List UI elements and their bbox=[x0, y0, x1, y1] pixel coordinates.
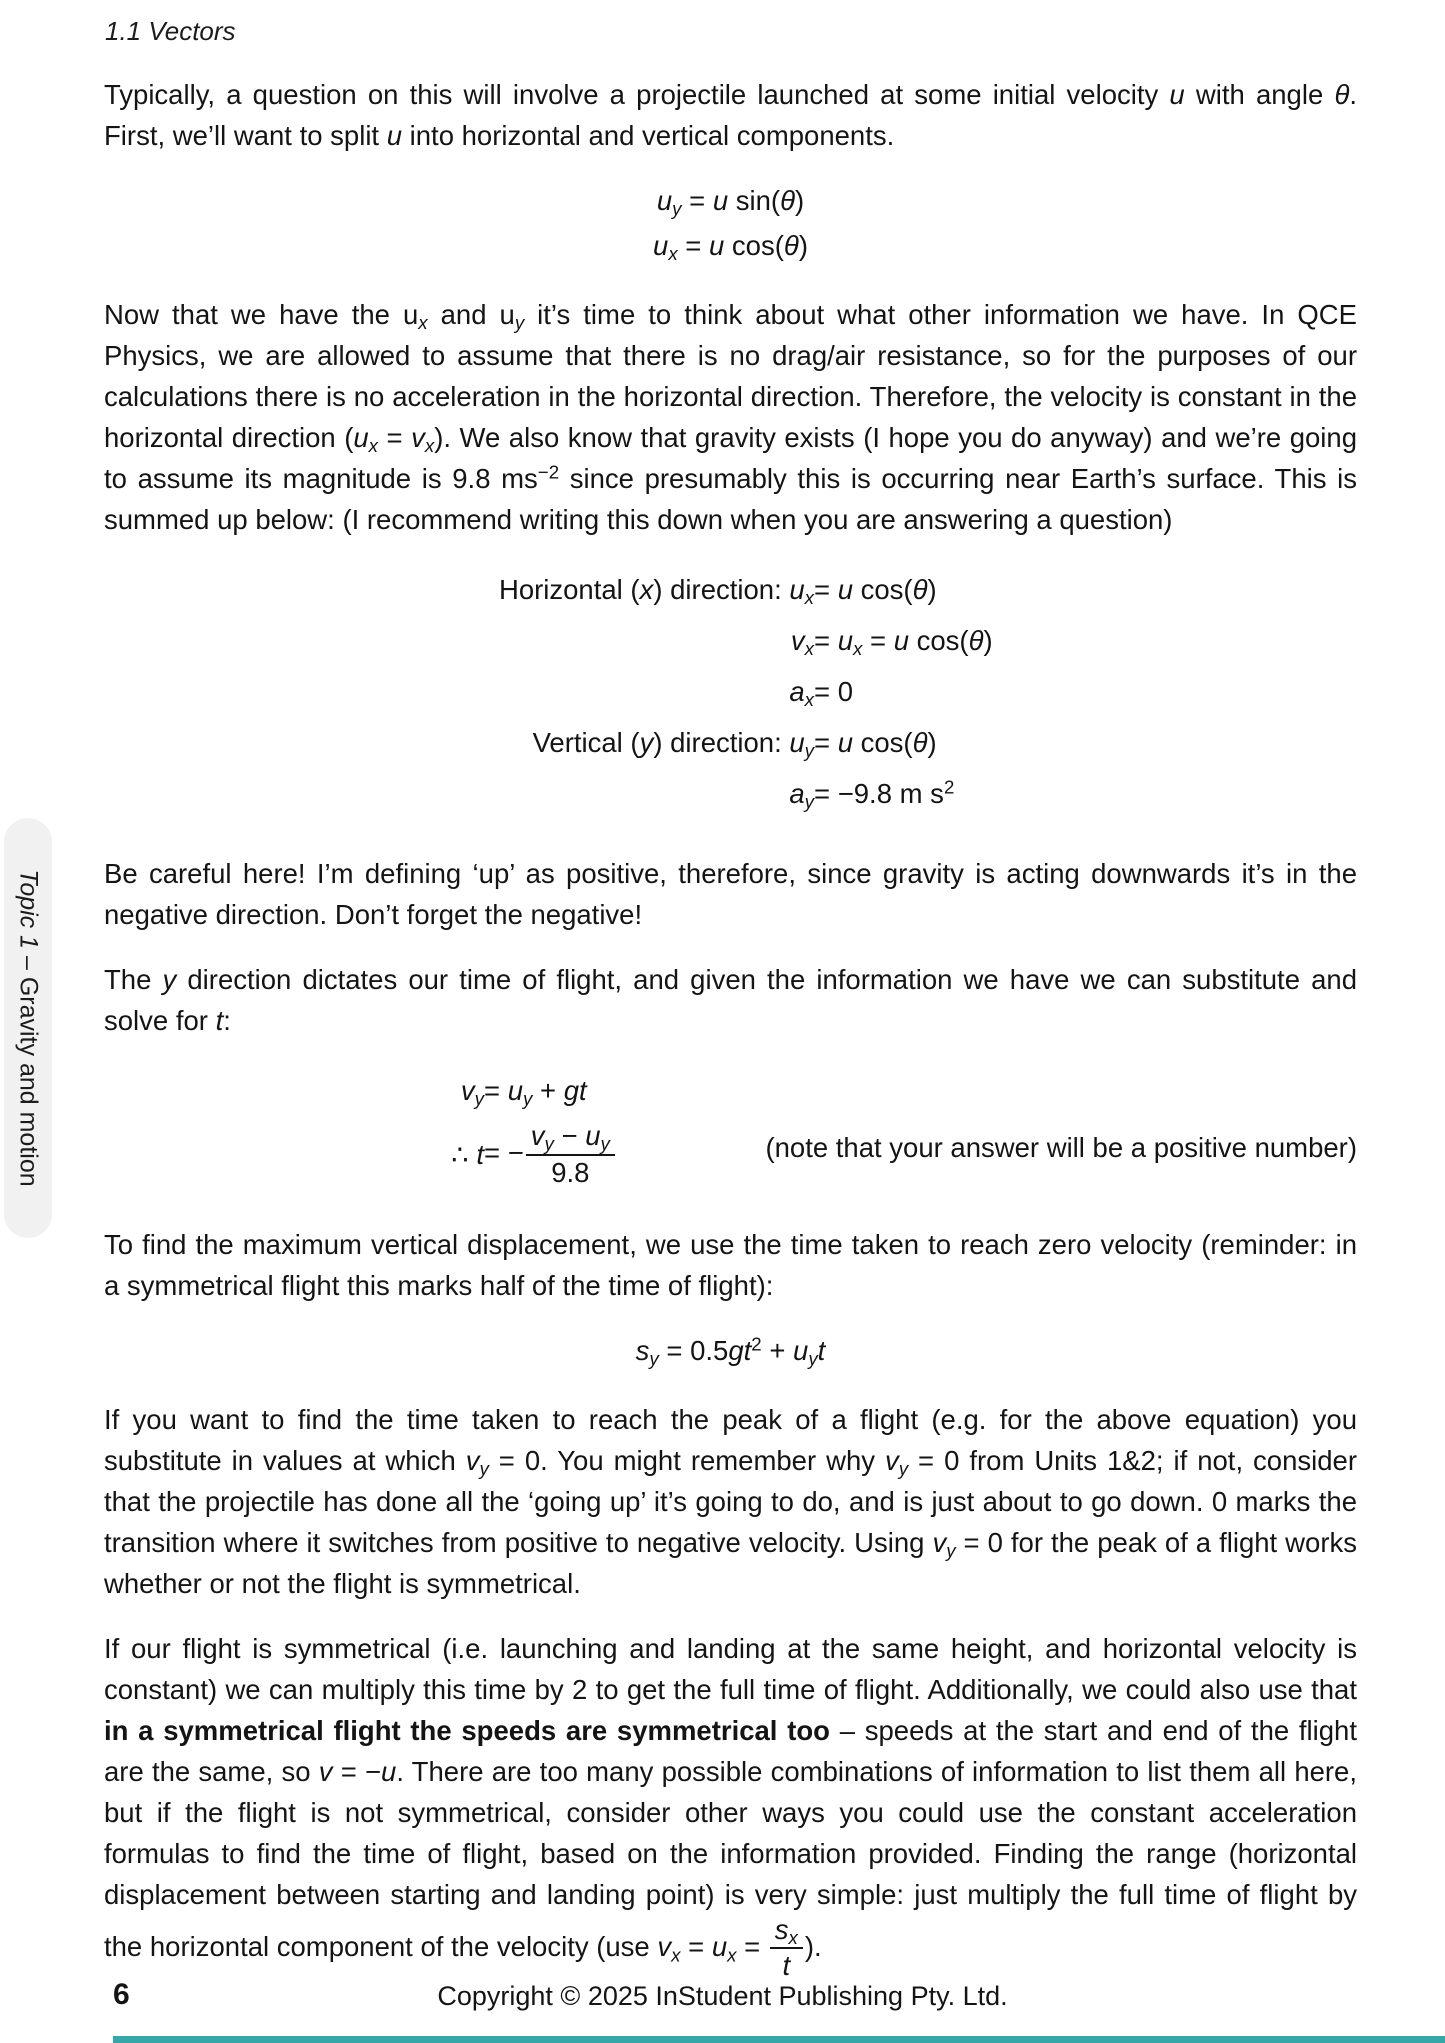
equation-lhs: Vertical (y) direction: uy bbox=[532, 727, 814, 762]
equation-rhs: = 0 bbox=[814, 676, 853, 707]
paragraph-time-of-flight: The y direction dictates our time of flight, and given the information we have we can substitute and solve for t: bbox=[104, 964, 1357, 1036]
equation-sy: sy = $0.5gt^2$ + uyt bbox=[635, 1333, 826, 1369]
equation-row bbox=[104, 717, 993, 768]
footer-accent-bar bbox=[113, 2036, 1445, 2043]
equation-uy: uy = u sin(θ) bbox=[656, 185, 805, 220]
page-number: 6 bbox=[113, 1978, 130, 2011]
equation-row bbox=[224, 1116, 617, 1194]
equation-lhs: vy bbox=[460, 1075, 484, 1110]
page-body bbox=[104, 74, 1357, 2006]
paragraph-careful: Be careful here! I’m defining ‘up’ as positive, therefore, since gravity is acting downwards it’s in the negative direction. Don’t forget the negative! bbox=[104, 858, 1357, 930]
equation-rhs: = ux = u cos(θ) bbox=[814, 625, 993, 660]
equation-rhs: = uy + gt bbox=[484, 1075, 587, 1110]
paragraph-peak: If you want to find the time taken to reach the peak of a flight (e.g. for the above equation) you substitute in values at which vy = 0. You might remember why vy = 0 from Units 1&2; if not, consider that the projectile has done all the ‘going up’ it’s going to do, and is just about to go down. 0 marks the transition where it switches from positive to negative velocity. Using vy = 0 for the peak of a flight works whether or not the flight is symmetrical. bbox=[104, 1403, 1357, 1599]
equation-components bbox=[104, 180, 1357, 266]
equation-lhs: Horizontal (x) direction: ux bbox=[498, 574, 814, 609]
paragraph-max-displacement: To find the maximum vertical displacement, we use the time taken to reach zero velocity (reminder: in a symmetrical flight this marks half of the time of flight): bbox=[104, 1228, 1357, 1301]
equation-displacement bbox=[104, 1330, 1357, 1371]
equation-row bbox=[104, 768, 993, 819]
topic-sidebar-tab bbox=[4, 818, 52, 1238]
equation-directions-block bbox=[104, 564, 993, 819]
paragraph-symmetrical: If our flight is symmetrical (i.e. launching and landing at the same height, and horizontal velocity is constant) we can multiply this time by 2 to get the full time of flight. Additionally, we could also use that in a symmetrical flight the speeds are symmetrical too – speeds at the start and end of the flight are the same, so v = −u. There are too many possible combinations of information to list them all here, but if the flight is not symmetrical, consider other ways you could use the constant acceleration formulas to find the time of flight, based on the information provided. Finding the range (horizontal displacement between starting and landing point) is very simple: just multiply the full time of flight by the horizontal component of the velocity (use vx = ux = $\frac{sx}{t}$ ). bbox=[104, 1632, 1357, 1982]
paragraph-intro: Typically, a question on this will involve a projectile launched at some initial velocity u with angle θ. First, we’ll want to split u into horizontal and vertical components. bbox=[104, 79, 1357, 151]
equation-lhs: vx bbox=[790, 625, 814, 660]
equation-lhs: ∴ t bbox=[451, 1139, 484, 1171]
equation-time-table bbox=[224, 1065, 617, 1194]
paragraph-assumptions: Now that we have the ux and uy it’s time to think about what other information we have. In QCE Physics, we are allowed to assume that there is no drag/air resistance, so for the purposes of our calculations there is no acceleration in the horizontal direction. Therefore, the velocity is constant in the horizontal direction (ux = vx). We also know that gravity exists (I hope you do anyway) and we’re going to assume its magnitude is 9.8 $ms^{-2}$ since presumably this is occurring near Earth’s surface. This is summed up below: (I recommend writing this down when you are answering a question) bbox=[104, 299, 1358, 535]
equation-rhs: = −9.8 m $s^2$ bbox=[814, 776, 955, 809]
copyright-text: Copyright © 2025 InStudent Publishing Pty. Ltd. bbox=[437, 1981, 1008, 2011]
equation-rhs: = u cos(θ) bbox=[814, 574, 937, 605]
equation-rhs: = − $\frac{vy - uy}{9.8}$ bbox=[484, 1116, 617, 1194]
topic-sidebar-label: Topic 1 – Gravity and motion bbox=[14, 869, 43, 1187]
equation-row bbox=[104, 615, 993, 666]
equation-time-block bbox=[104, 1065, 1357, 1194]
section-header: 1.1 Vectors bbox=[105, 16, 236, 46]
equation-row bbox=[104, 564, 993, 615]
equation-rhs: = u cos(θ) bbox=[814, 727, 937, 758]
equation-row bbox=[104, 666, 993, 717]
equation-note: (note that your answer will be a positive number) bbox=[765, 1131, 1357, 1163]
equation-row bbox=[224, 1065, 617, 1116]
equation-ux: ux = u cos(θ) bbox=[653, 230, 808, 265]
equation-lhs: ax bbox=[789, 676, 814, 711]
equation-lhs: ay bbox=[789, 778, 814, 813]
